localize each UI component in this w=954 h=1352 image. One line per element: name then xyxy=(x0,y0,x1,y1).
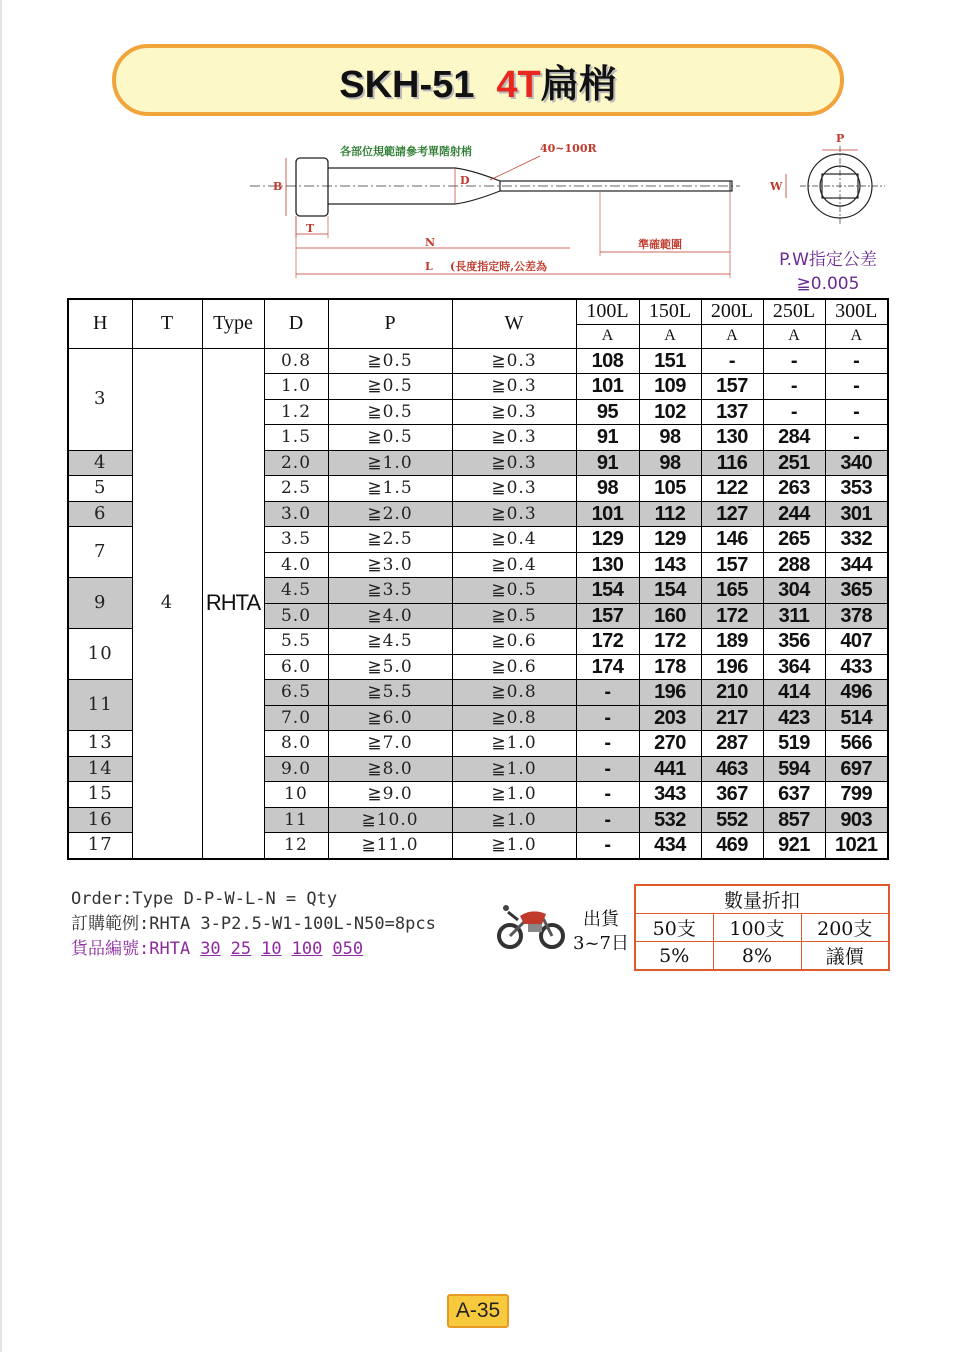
cell-price: - xyxy=(825,374,888,400)
cell-w: ≧0.3 xyxy=(452,425,576,451)
cell-price: 210 xyxy=(701,680,763,706)
cell-w: ≧1.0 xyxy=(452,807,576,833)
cell-price: 304 xyxy=(763,578,825,604)
cell-price: 353 xyxy=(825,476,888,502)
cell-price: 129 xyxy=(639,527,701,553)
cell-price: - xyxy=(576,705,639,731)
cell-price: 637 xyxy=(763,782,825,808)
cell-price: 154 xyxy=(576,578,639,604)
cell-p: ≧0.5 xyxy=(328,399,452,425)
cell-price: 98 xyxy=(576,476,639,502)
header-sub: A xyxy=(639,324,701,348)
title-banner xyxy=(112,44,844,116)
cell-p: ≧9.0 xyxy=(328,782,452,808)
cell-d: 4.0 xyxy=(264,552,328,578)
page-number: A-35 xyxy=(447,1294,509,1328)
cell-w: ≧0.3 xyxy=(452,348,576,374)
cell-price: 311 xyxy=(763,603,825,629)
tolerance-note xyxy=(758,248,898,296)
cell-price: 434 xyxy=(639,833,701,859)
cell-d: 1.5 xyxy=(264,425,328,451)
cell-price: 332 xyxy=(825,527,888,553)
cell-price: 143 xyxy=(639,552,701,578)
cell-h: 6 xyxy=(68,501,132,527)
cell-d: 6.0 xyxy=(264,654,328,680)
cell-p: ≧5.0 xyxy=(328,654,452,680)
cell-price: 407 xyxy=(825,629,888,655)
cell-d: 11 xyxy=(264,807,328,833)
cell-d: 9.0 xyxy=(264,756,328,782)
cell-price: 441 xyxy=(639,756,701,782)
cell-p: ≧6.0 xyxy=(328,705,452,731)
cell-price: 196 xyxy=(639,680,701,706)
title-name: 扁梢 xyxy=(540,63,617,106)
motorcycle-icon xyxy=(496,890,568,956)
cell-price: 496 xyxy=(825,680,888,706)
cell-price: 217 xyxy=(701,705,763,731)
label-b: B xyxy=(273,180,283,193)
code-part: 25 xyxy=(230,939,252,959)
cell-d: 5.0 xyxy=(264,603,328,629)
cell-h: 11 xyxy=(68,680,132,731)
cell-price: 127 xyxy=(701,501,763,527)
cell-price: 105 xyxy=(639,476,701,502)
header-length: 100L xyxy=(576,299,639,324)
cell-h: 4 xyxy=(68,450,132,476)
label-l: L xyxy=(425,260,433,273)
cell-price: 364 xyxy=(763,654,825,680)
cell-d: 3.0 xyxy=(264,501,328,527)
label-d: D xyxy=(460,174,470,187)
cell-price: 566 xyxy=(825,731,888,757)
code-part: 10 xyxy=(261,939,282,959)
cell-price: 196 xyxy=(701,654,763,680)
cell-h: 7 xyxy=(68,527,132,578)
cell-w: ≧0.5 xyxy=(452,603,576,629)
cell-price: 697 xyxy=(825,756,888,782)
cell-price: - xyxy=(576,731,639,757)
header-sub: A xyxy=(576,324,639,348)
cell-p: ≧2.0 xyxy=(328,501,452,527)
page-title xyxy=(339,53,617,108)
discount-rate: 5% xyxy=(635,942,713,971)
cell-h: 13 xyxy=(68,731,132,757)
cell-price: 469 xyxy=(701,833,763,859)
cell-price: - xyxy=(763,348,825,374)
cell-d: 5.5 xyxy=(264,629,328,655)
cell-w: ≧0.3 xyxy=(452,450,576,476)
cell-price: 1021 xyxy=(825,833,888,859)
precision-label: 準確範圍 xyxy=(638,238,682,251)
cell-price: 284 xyxy=(763,425,825,451)
cell-w: ≧0.5 xyxy=(452,578,576,604)
cell-h: 3 xyxy=(68,348,132,450)
title-material: SKH-51 xyxy=(339,63,475,106)
cell-price: 463 xyxy=(701,756,763,782)
cell-w: ≧1.0 xyxy=(452,782,576,808)
cell-price: 367 xyxy=(701,782,763,808)
header-sub: A xyxy=(825,324,888,348)
cell-price: 340 xyxy=(825,450,888,476)
cell-price: 265 xyxy=(763,527,825,553)
order-example: 訂購範例:RHTA 3-P2.5-W1-100L-N50=8pcs xyxy=(71,914,436,934)
cell-h: 14 xyxy=(68,756,132,782)
cell-w: ≧1.0 xyxy=(452,731,576,757)
cell-price: - xyxy=(576,807,639,833)
cell-price: 921 xyxy=(763,833,825,859)
cell-price: 287 xyxy=(701,731,763,757)
cell-price: 423 xyxy=(763,705,825,731)
cell-p: ≧0.5 xyxy=(328,374,452,400)
tolerance-line2: ≧0.005 xyxy=(796,274,860,294)
cell-d: 2.5 xyxy=(264,476,328,502)
cell-h: 16 xyxy=(68,807,132,833)
label-p: P xyxy=(836,132,845,145)
header-length: 200L xyxy=(701,299,763,324)
cell-price: 157 xyxy=(576,603,639,629)
cell-price: 151 xyxy=(639,348,701,374)
cell-p: ≧0.5 xyxy=(328,425,452,451)
cell-d: 4.5 xyxy=(264,578,328,604)
header-length: 300L xyxy=(825,299,888,324)
cell-price: 189 xyxy=(701,629,763,655)
cell-d: 8.0 xyxy=(264,731,328,757)
cell-price: 160 xyxy=(639,603,701,629)
discount-title: 數量折扣 xyxy=(635,885,889,914)
cell-price: 178 xyxy=(639,654,701,680)
cell-price: 343 xyxy=(639,782,701,808)
cell-price: 532 xyxy=(639,807,701,833)
cell-h: 15 xyxy=(68,782,132,808)
cell-w: ≧0.8 xyxy=(452,705,576,731)
cell-h: 17 xyxy=(68,833,132,859)
cell-price: 356 xyxy=(763,629,825,655)
cell-price: 365 xyxy=(825,578,888,604)
cell-price: 102 xyxy=(639,399,701,425)
cell-price: - xyxy=(825,348,888,374)
discount-qty: 100支 xyxy=(713,914,801,942)
discount-table xyxy=(634,884,890,971)
code-part: 100 xyxy=(291,939,323,959)
cell-price: 378 xyxy=(825,603,888,629)
cell-p: ≧4.5 xyxy=(328,629,452,655)
discount-qty: 50支 xyxy=(635,914,713,942)
cell-p: ≧3.0 xyxy=(328,552,452,578)
cell-price: - xyxy=(825,399,888,425)
l-note: (長度指定時,公差為 xyxy=(450,260,548,273)
header-type: Type xyxy=(202,299,264,348)
cell-price: 91 xyxy=(576,450,639,476)
cell-w: ≧0.3 xyxy=(452,501,576,527)
cell-price: 146 xyxy=(701,527,763,553)
shipping-days: 3~7日 xyxy=(573,933,629,954)
cell-d: 7.0 xyxy=(264,705,328,731)
cell-price: 519 xyxy=(763,731,825,757)
cell-d: 2.0 xyxy=(264,450,328,476)
cell-price: 116 xyxy=(701,450,763,476)
discount-qty: 200支 xyxy=(801,914,889,942)
cell-price: 95 xyxy=(576,399,639,425)
header-length: 150L xyxy=(639,299,701,324)
cell-price: 137 xyxy=(701,399,763,425)
header-length: 250L xyxy=(763,299,825,324)
cell-h: 9 xyxy=(68,578,132,629)
radius-label: 40~100R xyxy=(540,142,597,155)
cell-w: ≧0.8 xyxy=(452,680,576,706)
cell-price: 414 xyxy=(763,680,825,706)
code-part: 30 xyxy=(200,939,221,959)
tolerance-line1: P.W指定公差 xyxy=(779,250,877,270)
cell-w: ≧0.6 xyxy=(452,629,576,655)
cell-price: 514 xyxy=(825,705,888,731)
header-w: W xyxy=(452,299,576,348)
discount-rate: 8% xyxy=(713,942,801,971)
cell-p: ≧5.5 xyxy=(328,680,452,706)
cell-price: 157 xyxy=(701,552,763,578)
code-part: 050 xyxy=(332,939,364,959)
cell-p: ≧0.5 xyxy=(328,348,452,374)
cell-price: 301 xyxy=(825,501,888,527)
cell-price: 122 xyxy=(701,476,763,502)
cell-price: - xyxy=(576,680,639,706)
header-d: D xyxy=(264,299,328,348)
cell-price: 130 xyxy=(701,425,763,451)
cell-price: 101 xyxy=(576,501,639,527)
order-info xyxy=(71,887,491,962)
cell-p: ≧10.0 xyxy=(328,807,452,833)
cell-d: 12 xyxy=(264,833,328,859)
cell-p: ≧3.5 xyxy=(328,578,452,604)
cell-price: 594 xyxy=(763,756,825,782)
shipping-time xyxy=(572,908,630,956)
cell-w: ≧0.6 xyxy=(452,654,576,680)
cell-price: - xyxy=(576,782,639,808)
shipping-label: 出貨 xyxy=(583,909,619,930)
cell-h: 5 xyxy=(68,476,132,502)
table-row xyxy=(68,348,888,374)
spec-table-body xyxy=(68,348,888,859)
cell-price: 552 xyxy=(701,807,763,833)
product-code xyxy=(71,937,491,962)
cell-price: 101 xyxy=(576,374,639,400)
cell-price: 903 xyxy=(825,807,888,833)
cell-price: 165 xyxy=(701,578,763,604)
cell-price: 799 xyxy=(825,782,888,808)
cell-price: 244 xyxy=(763,501,825,527)
cell-type: RHTA xyxy=(202,348,264,859)
cell-price: - xyxy=(763,374,825,400)
cell-price: 109 xyxy=(639,374,701,400)
cell-w: ≧0.4 xyxy=(452,552,576,578)
order-format: Order:Type D-P-W-L-N = Qty xyxy=(71,889,338,909)
spec-table xyxy=(67,298,889,860)
cell-price: - xyxy=(763,399,825,425)
cell-d: 0.8 xyxy=(264,348,328,374)
cell-price: - xyxy=(576,756,639,782)
cell-d: 1.2 xyxy=(264,399,328,425)
cell-d: 10 xyxy=(264,782,328,808)
cell-price: 857 xyxy=(763,807,825,833)
cell-w: ≧0.4 xyxy=(452,527,576,553)
cell-price: 129 xyxy=(576,527,639,553)
cell-p: ≧2.5 xyxy=(328,527,452,553)
cell-d: 3.5 xyxy=(264,527,328,553)
cell-price: 157 xyxy=(701,374,763,400)
cell-w: ≧1.0 xyxy=(452,833,576,859)
cell-price: 98 xyxy=(639,425,701,451)
header-sub: A xyxy=(763,324,825,348)
header-sub: A xyxy=(701,324,763,348)
cell-price: 172 xyxy=(576,629,639,655)
cell-price: 344 xyxy=(825,552,888,578)
discount-rate: 議價 xyxy=(801,942,889,971)
label-n: N xyxy=(425,236,436,249)
cell-price: 108 xyxy=(576,348,639,374)
cell-price: 130 xyxy=(576,552,639,578)
cell-price: 433 xyxy=(825,654,888,680)
cell-price: - xyxy=(825,425,888,451)
header-p: P xyxy=(328,299,452,348)
cell-p: ≧11.0 xyxy=(328,833,452,859)
cell-w: ≧0.3 xyxy=(452,374,576,400)
header-t: T xyxy=(132,299,202,348)
cell-d: 1.0 xyxy=(264,374,328,400)
label-t: T xyxy=(306,222,315,235)
cell-p: ≧8.0 xyxy=(328,756,452,782)
drawing-note: 各部位規範請參考單階射梢 xyxy=(340,145,472,158)
cell-price: 270 xyxy=(639,731,701,757)
title-type: 4T xyxy=(496,63,541,106)
cell-d: 6.5 xyxy=(264,680,328,706)
cell-price: 91 xyxy=(576,425,639,451)
cell-price: 203 xyxy=(639,705,701,731)
cell-price: 172 xyxy=(639,629,701,655)
cell-price: 263 xyxy=(763,476,825,502)
cell-w: ≧0.3 xyxy=(452,476,576,502)
cell-price: 174 xyxy=(576,654,639,680)
cell-t: 4 xyxy=(132,348,202,859)
cell-w: ≧1.0 xyxy=(452,756,576,782)
cell-p: ≧7.0 xyxy=(328,731,452,757)
cell-price: 288 xyxy=(763,552,825,578)
cell-w: ≧0.3 xyxy=(452,399,576,425)
cell-p: ≧1.5 xyxy=(328,476,452,502)
cell-price: 251 xyxy=(763,450,825,476)
page-edge-line xyxy=(0,0,2,1352)
cell-price: 112 xyxy=(639,501,701,527)
cell-price: 172 xyxy=(701,603,763,629)
cell-price: - xyxy=(701,348,763,374)
product-code-prefix: 貨品編號:RHTA xyxy=(71,939,191,959)
header-h: H xyxy=(68,299,132,348)
cell-price: - xyxy=(576,833,639,859)
cell-h: 10 xyxy=(68,629,132,680)
cell-p: ≧1.0 xyxy=(328,450,452,476)
cell-p: ≧4.0 xyxy=(328,603,452,629)
cell-price: 154 xyxy=(639,578,701,604)
label-w: W xyxy=(770,180,783,193)
cell-price: 98 xyxy=(639,450,701,476)
